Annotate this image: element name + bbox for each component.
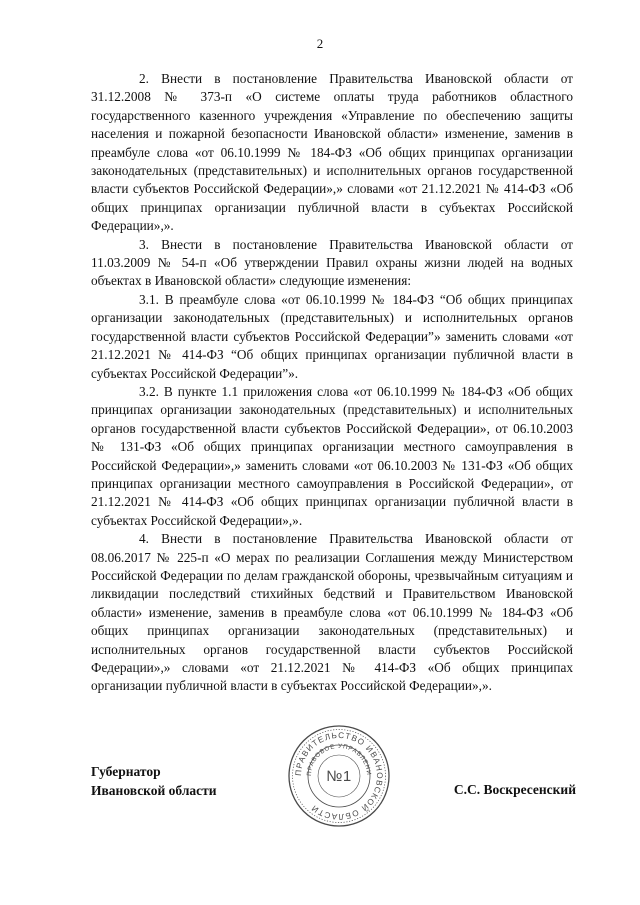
- paragraph-3: 3. Внести в постановление Правительства Ивановской области от 11.03.2009 № 54-п «Об утверждении Правил охраны жизни людей на водных объектах в Ивановской области» следующие изменения:: [91, 236, 573, 289]
- seal-number: №1: [326, 768, 352, 785]
- paragraph-3-2: 3.2. В пункте 1.1 приложения слова «от 06.10.1999 № 184-ФЗ «Об общих принципах организации законодательных (представительных) и исполнительных органов государственной власти субъектов Российской Федерации», от 06.10.2003 № 131-ФЗ «Об общих принципах организации местного самоуправления в Российской Федерации»,» заменить словами «от 06.10.2003 № 131-ФЗ «Об общих принципах организации местного самоуправления в Российской Федерации», от 21.12.2021 № 414-ФЗ «Об общих принципах организации публичной власти в субъектах Российской Федерации»,».: [91, 383, 573, 528]
- document-body: [91, 70, 573, 696]
- official-seal: [287, 724, 391, 828]
- signatory-title-line1: Губернатор: [91, 764, 161, 779]
- signature-block: [91, 730, 576, 843]
- seal-inner-text: ПРАВОВОЕ УПРАВЛЕНИ: [305, 742, 373, 777]
- page-number: 2: [316, 36, 324, 51]
- signatory-title: [91, 763, 217, 800]
- paragraph-4: 4. Внести в постановление Правительства Ивановской области от 08.06.2017 № 225-п «О мерах по реализации Соглашения между Министерством Российской Федерации по делам гражданской обороны, чрезвычайным ситуациям и ликвидации последствий стихийных бедствий и Правительством Ивановской области» изменение, заменив в преамбуле слова «от 06.10.1999 № 184-ФЗ «Об общих принципах организации законодательных (представительных) и исполнительных органов государственной власти субъектов Российской Федерации»,» словами «от 21.12.2021 № 414-ФЗ «Об общих принципах организации публичной власти в субъектах Российской Федерации»,».: [91, 531, 573, 694]
- paragraph-2: 2. Внести в постановление Правительства Ивановской области от 31.12.2008 № 373-п «О системе оплаты труда работников областного государственного казенного учреждения «Управление по обеспечению защиты населения и пожарной безопасности Ивановской области» изменение, заменив в преамбуле слова «от 06.10.1999 № 184-ФЗ «Об общих принципах организации законодательных (представительных) и исполнительных органов государственной власти субъектов Российской Федерации»,» словами «от 21.12.2021 № 414-ФЗ «Об общих принципах организации публичной власти в субъектах Российской Федерации»,».: [91, 71, 573, 234]
- paragraph-3-1: 3.1. В преамбуле слова «от 06.10.1999 № 184-ФЗ “Об общих принципах организации законодательных (представительных) и исполнительных органов государственной власти субъектов Российской Федерации”» заменить словами «от 21.12.2021 № 414-ФЗ “Об общих принципах организации публичной власти в субъектах Российской Федерации”».: [91, 291, 573, 381]
- signatory-title-line2: Ивановской области: [91, 782, 217, 798]
- signatory-name: С.С. Воскресенский: [453, 782, 576, 797]
- seal-outer-text: ПРАВИТЕЛЬСТВО ИВАНОВСКОЙ ОБЛАСТИ: [293, 730, 385, 822]
